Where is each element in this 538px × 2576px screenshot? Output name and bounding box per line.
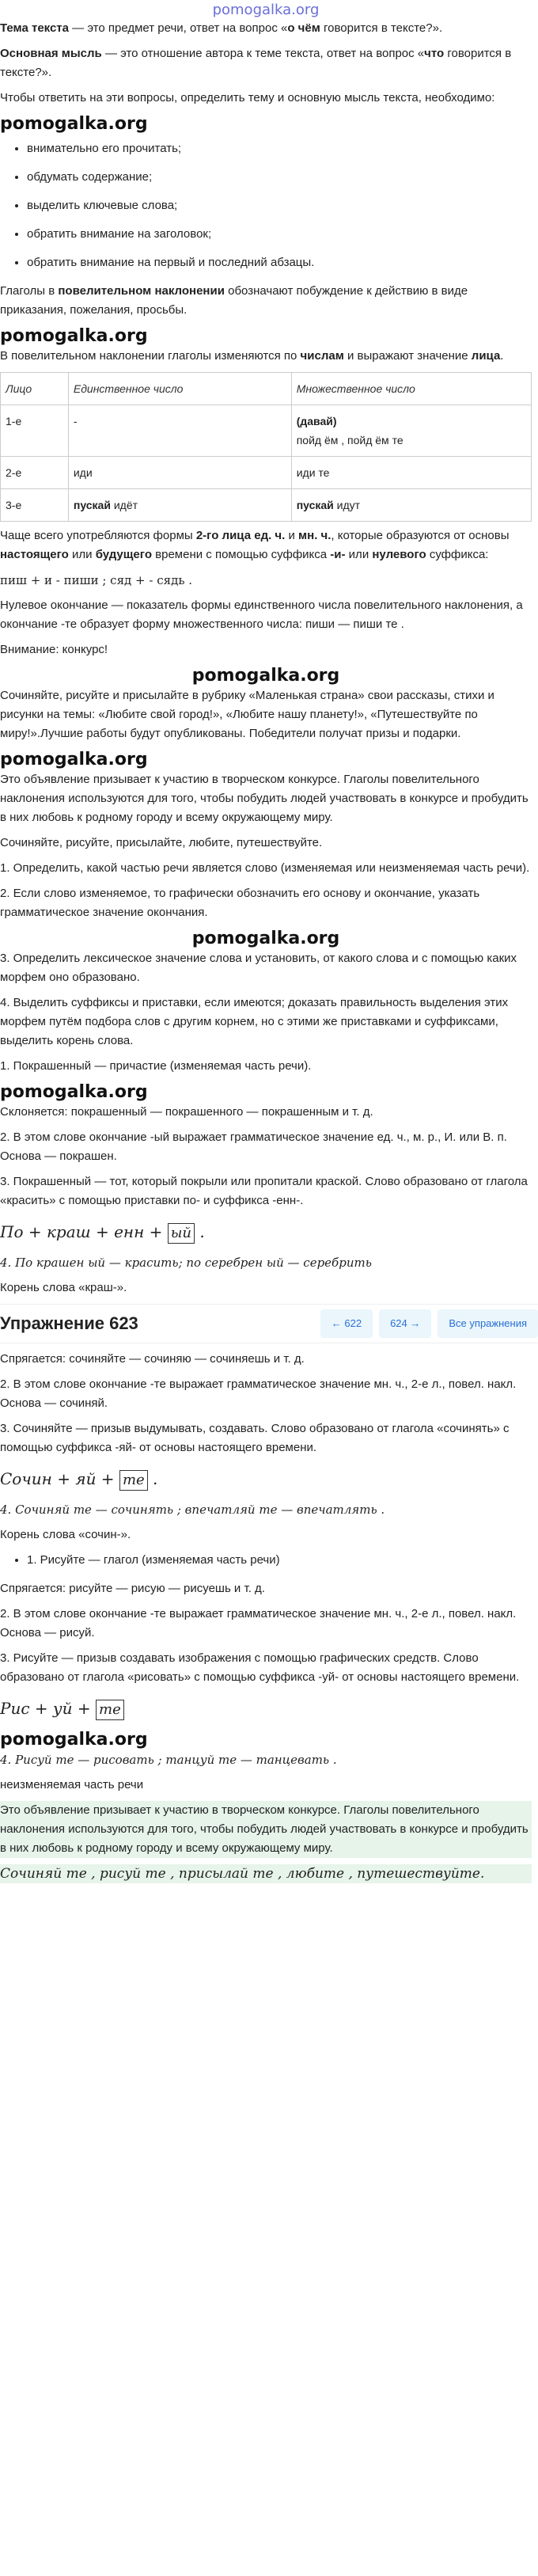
grammar-forms: Чаще всего употребляются формы 2-го лица ед. ч. и мн. ч., которые образуются от основы настоящего или будущего времени с помощью суффикса -и- или нулевого суффикса: <box>0 529 510 561</box>
site-logo[interactable]: pomogalka.org <box>212 2 320 18</box>
word2-line: 4. Рисуй те — рисовать ; танцуй те — танцевать . <box>0 1753 337 1767</box>
imperative-change: В повелительном наклонении глаголы изменяются по числам и выражают значение лица. <box>0 349 504 363</box>
word1-line: Склоняется: покрашенный — покрашенного — покрашенным и т. д. <box>0 1105 373 1119</box>
list-item: • выделить ключевые слова; <box>27 196 532 215</box>
task-1: 1. Определить, какой частью речи является слово (изменяемая или неизменяемая часть речи). <box>0 861 530 875</box>
list-item: • внимательно его прочитать; <box>27 139 532 158</box>
word1-line: 4. По крашен ый — красить; по серебрен ый — серебрить <box>0 1256 372 1270</box>
contest-explanation: Это объявление призывает к участию в творческом конкурсе. Глаголы повелительного наклонения используются для того, чтобы побудить людей участвовать в конкурсе и пробудить в них любовь к родному городу и всему окружающему миру. <box>0 773 529 824</box>
task-2: 2. Если слово изменяемое, то графически обозначить его основу и окончание, указать грамматическое значение окончания. <box>0 887 480 919</box>
watermark: pomogalka.org <box>0 326 148 346</box>
watermark: pomogalka.org <box>0 1082 148 1102</box>
word1-line: 3. Покрашенный — тот, который покрыли или пропитали краской. Слово образовано от глагола «красить» с помощью приставки по- и суффикса -енн-. <box>0 1175 528 1207</box>
watermark: pomogalka.org <box>0 750 148 769</box>
word2-line: неизменяемая часть речи <box>0 1778 144 1791</box>
morpheme-parse: По + краш + енн + ый . <box>0 1218 532 1245</box>
table-row: 1-е - (давай) пойд ём , пойд ём те <box>1 405 532 457</box>
list-item: • обратить внимание на первый и последний абзацы. <box>27 253 532 272</box>
word1-line: 1. Покрашенный — причастие (изменяемая часть речи). <box>0 1059 312 1073</box>
formula: пиш + и - пиши ; сяд + - сядь . <box>0 573 193 587</box>
imperative-def: Глаголы в повелительном наклонении обозначают побуждение к действию в виде приказания, пожелания, просьбы. <box>0 284 468 317</box>
word2-line: Корень слова «сочин-». <box>0 1528 131 1541</box>
word1-line: 2. В этом слове окончание -ый выражает грамматическое значение ед. ч., м. р., И. или В. п. Основа — покрашен. <box>0 1130 507 1163</box>
table-header: Множественное число <box>291 373 531 405</box>
word2-line: Спрягается: рисуйте — рисую — рисуешь и т. д. <box>0 1582 265 1595</box>
watermark: pomogalka.org <box>191 666 340 686</box>
intro-steps-title: Чтобы ответить на эти вопросы, определить тему и основную мысль текста, необходимо: <box>0 91 495 104</box>
final-explanation: Это объявление призывает к участию в творческом конкурсе. Глаголы повелительного наклонения используются для того, чтобы побудить людей участвовать в конкурсе и пробудить в них любовь к родному городу и всему окружающему миру. <box>0 1801 532 1858</box>
steps-list <box>0 139 532 272</box>
list-item: • обдумать содержание; <box>27 168 532 187</box>
list-item: • обратить внимание на заголовок; <box>27 225 532 244</box>
table-row: 3-е пускай идёт пускай идут <box>1 489 532 522</box>
word1-line: Корень слова «краш-». <box>0 1281 127 1294</box>
intro-theme: Тема текста — это предмет речи, ответ на вопрос «о чём говорится в тексте?». <box>0 21 443 35</box>
all-exercises-button[interactable]: Все упражнения <box>438 1309 538 1338</box>
zero-ending: Нулевое окончание — показатель формы единственного числа повелительного наклонения, а окончание -те образует форму множественного числа: пиши — пиши те . <box>0 598 523 631</box>
prev-exercise-button[interactable]: ← 622 <box>320 1309 373 1338</box>
exercise-title: Упражнение 623 <box>0 1313 138 1333</box>
word2-line: 3. Сочиняйте — призыв выдумывать, создавать. Слово образовано от глагола «сочинять» с помощью суффикса -яй- от основы настоящего времени. <box>0 1422 510 1454</box>
contest-text: Сочиняйте, рисуйте и присылайте в рубрику «Маленькая страна» свои рассказы, стихи и рисунки на темы: «Любите свой город!», «Любите нашу планету!», «Путешествуйте по миру!».Лучшие работы будут опубликованы. Победители получат призы и подарки. <box>0 689 494 740</box>
morpheme-parse: Рис + уй + те <box>0 1695 532 1722</box>
task-3: 3. Определить лексическое значение слова и установить, от какого слова и с помощью каких морфем оно образовано. <box>0 952 517 984</box>
imperative-table <box>0 372 532 522</box>
contest-verbs: Сочиняйте, рисуйте, присылайте, любите, путешествуйте. <box>0 836 323 849</box>
contest-attention: Внимание: конкурс! <box>0 643 108 656</box>
word2-line: 2. В этом слове окончание -те выражает грамматическое значение мн. ч., 2-е л., повел. накл. Основа — сочиняй. <box>0 1377 517 1410</box>
table-header: Лицо <box>1 373 69 405</box>
exercise-navbar <box>0 1304 538 1343</box>
watermark: pomogalka.org <box>0 1730 148 1750</box>
rs-list: • 1. Рисуйте — глагол (изменяемая часть речи) <box>0 1551 532 1570</box>
word2-line: 3. Рисуйте — призыв создавать изображения с помощью графических средств. Слово образовано от глагола «рисовать» с помощью суффикса -уй- от основы настоящего времени. <box>0 1651 520 1684</box>
table-row: 2-е иди иди те <box>1 457 532 489</box>
word2-line: 2. В этом слове окончание -те выражает грамматическое значение мн. ч., 2-е л., повел. накл. Основа — рисуй. <box>0 1607 517 1639</box>
watermark: pomogalka.org <box>191 929 340 948</box>
next-exercise-button[interactable]: 624 → <box>379 1309 431 1338</box>
word2-line: Спрягается: сочиняйте — сочиняю — сочиняешь и т. д. <box>0 1352 305 1366</box>
intro-main-idea: Основная мысль — это отношение автора к теме текста, ответ на вопрос «что говорится в тексте?». <box>0 47 512 79</box>
final-words: Сочиняй те , рисуй те , присылай те , любите , путешествуйте. <box>0 1864 532 1883</box>
watermark: pomogalka.org <box>0 114 148 134</box>
morpheme-parse: Сочин + яй + те . <box>0 1465 532 1492</box>
task-4: 4. Выделить суффиксы и приставки, если имеются; доказать правильность выделения этих морфем путём подбора слов с другим корнем, но с этими же приставками и суффиксами, выделить корень слова. <box>0 996 509 1047</box>
word2-line: 4. Сочиняй те — сочинять ; впечатляй те — впечатлять . <box>0 1503 385 1517</box>
table-header: Единственное число <box>68 373 291 405</box>
